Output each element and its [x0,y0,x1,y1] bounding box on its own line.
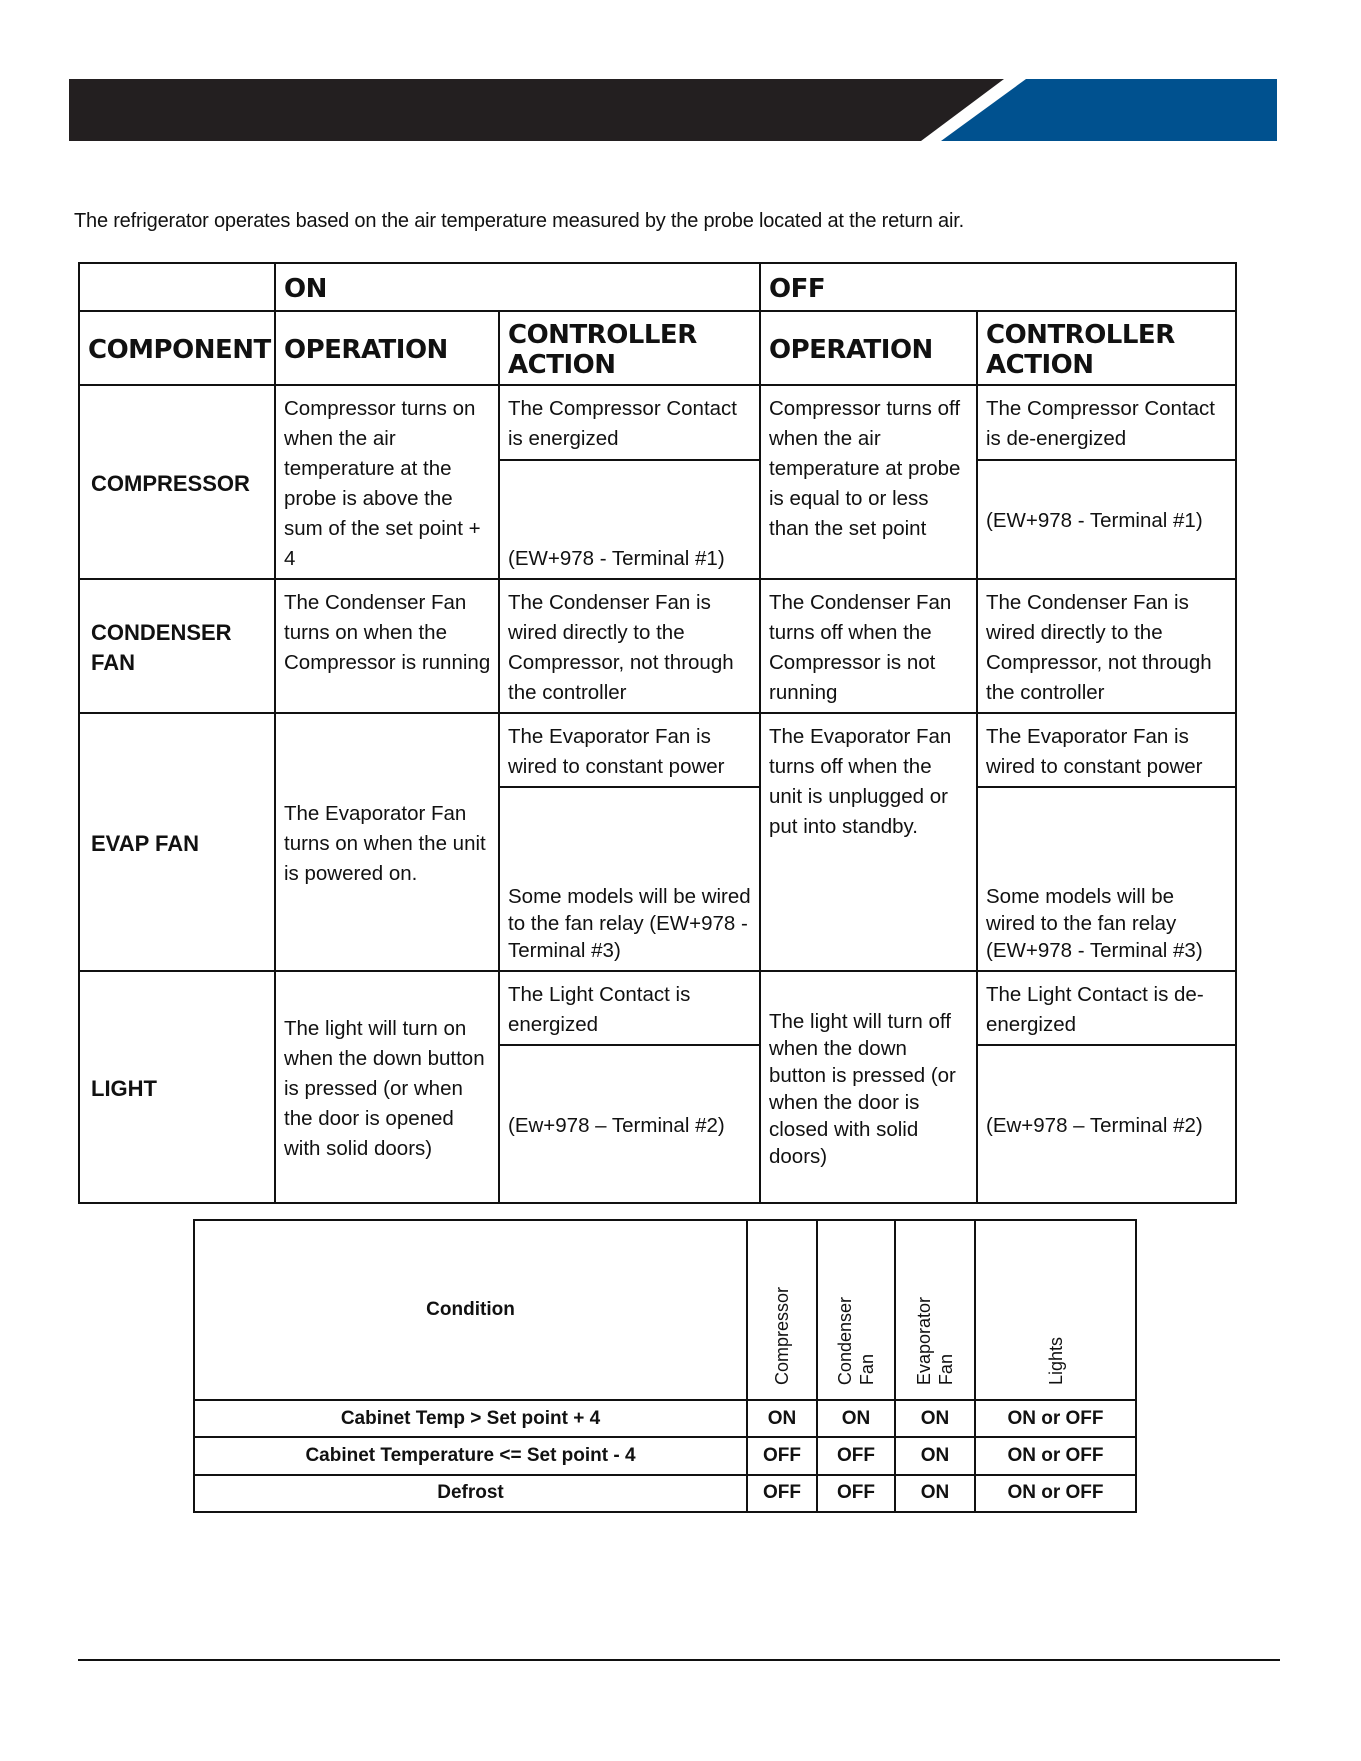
compressor-state: ON [747,1400,817,1437]
component-compressor: COMPRESSOR [79,385,275,579]
off-header: OFF [760,263,1236,311]
condenser-fan-off-operation: The Condenser Fan turns off when the Compressor is not running [760,579,977,713]
light-off-action: The Light Contact is de-energized [977,971,1236,1045]
component-operation-table [78,262,1237,1204]
evap-fan-off-relay-note: Some models will be wired to the fan relay (EW+978 - Terminal #3) [977,787,1236,971]
condition-cell: Cabinet Temp > Set point + 4 [194,1400,747,1437]
compressor-off-terminal: (EW+978 - Terminal #1) [977,460,1236,579]
component-header: COMPONENT [79,311,275,385]
banner-dark-band [69,79,1004,141]
table-row [194,1437,1136,1474]
component-evap-fan: EVAP FAN [79,713,275,971]
condenser-fan-off-action: The Condenser Fan is wired directly to the Compressor, not through the controller [977,579,1236,713]
compressor-column-header: Compressor [747,1220,817,1400]
compressor-state: OFF [747,1437,817,1474]
light-on-terminal: (Ew+978 – Terminal #2) [499,1045,760,1203]
table-row [194,1400,1136,1437]
condenser-fan-on-operation: The Condenser Fan turns on when the Compressor is running [275,579,499,713]
on-operation-header: OPERATION [275,311,499,385]
evap-fan-off-operation: The Evaporator Fan turns off when the unit is unplugged or put into standby. [760,713,977,971]
light-on-operation: The light will turn on when the down button is pressed (or when the door is opened with solid doors) [275,971,499,1203]
table-row [79,971,1236,1045]
table-row [194,1475,1136,1512]
lights-state: ON or OFF [975,1400,1136,1437]
table-row [194,1220,1136,1400]
light-off-operation: The light will turn off when the down button is pressed (or when the door is closed with solid doors) [760,971,977,1203]
table-row [79,713,1236,787]
condenser-fan-state: OFF [817,1437,895,1474]
compressor-off-operation: Compressor turns off when the air temperature at probe is equal to or less than the set point [760,385,977,579]
evaporator-fan-state: ON [895,1475,975,1512]
intro-text: The refrigerator operates based on the air temperature measured by the probe located at the return air. [74,210,964,232]
evaporator-fan-state: ON [895,1437,975,1474]
light-on-action: The Light Contact is energized [499,971,760,1045]
condition-cell: Defrost [194,1475,747,1512]
condition-cell: Cabinet Temperature <= Set point - 4 [194,1437,747,1474]
table-row [79,263,1236,311]
compressor-on-operation: Compressor turns on when the air temperature at the probe is above the sum of the set point + 4 [275,385,499,579]
empty-corner-cell [79,263,275,311]
condenser-fan-column-header: Condenser Fan [817,1220,895,1400]
evap-fan-on-operation: The Evaporator Fan turns on when the unit is powered on. [275,713,499,971]
table-row [79,385,1236,460]
condenser-fan-state: ON [817,1400,895,1437]
component-condenser-fan: CONDENSER FAN [79,579,275,713]
evaporator-fan-state: ON [895,1400,975,1437]
compressor-on-action: The Compressor Contact is energized [499,385,760,460]
compressor-state: OFF [747,1475,817,1512]
light-off-terminal: (Ew+978 – Terminal #2) [977,1045,1236,1203]
evaporator-fan-column-header: Evaporator Fan [895,1220,975,1400]
lights-state: ON or OFF [975,1437,1136,1474]
compressor-on-terminal: (EW+978 - Terminal #1) [499,460,760,579]
evap-fan-off-action: The Evaporator Fan is wired to constant power [977,713,1236,787]
condenser-fan-on-action: The Condenser Fan is wired directly to the Compressor, not through the controller [499,579,760,713]
header-banner [69,79,1277,141]
evap-fan-on-action: The Evaporator Fan is wired to constant power [499,713,760,787]
table-row [79,311,1236,385]
lights-column-header: Lights [975,1220,1136,1400]
compressor-off-action: The Compressor Contact is de-energized [977,385,1236,460]
on-controller-action-header: CONTROLLER ACTION [499,311,760,385]
condition-header: Condition [194,1220,747,1400]
evap-fan-on-relay-note: Some models will be wired to the fan relay (EW+978 - Terminal #3) [499,787,760,971]
on-header: ON [275,263,760,311]
off-controller-action-header: CONTROLLER ACTION [977,311,1236,385]
condenser-fan-state: OFF [817,1475,895,1512]
footer-divider [78,1659,1280,1661]
lights-state: ON or OFF [975,1475,1136,1512]
off-operation-header: OPERATION [760,311,977,385]
table-row [79,579,1236,713]
condition-state-table [193,1219,1137,1513]
component-light: LIGHT [79,971,275,1203]
